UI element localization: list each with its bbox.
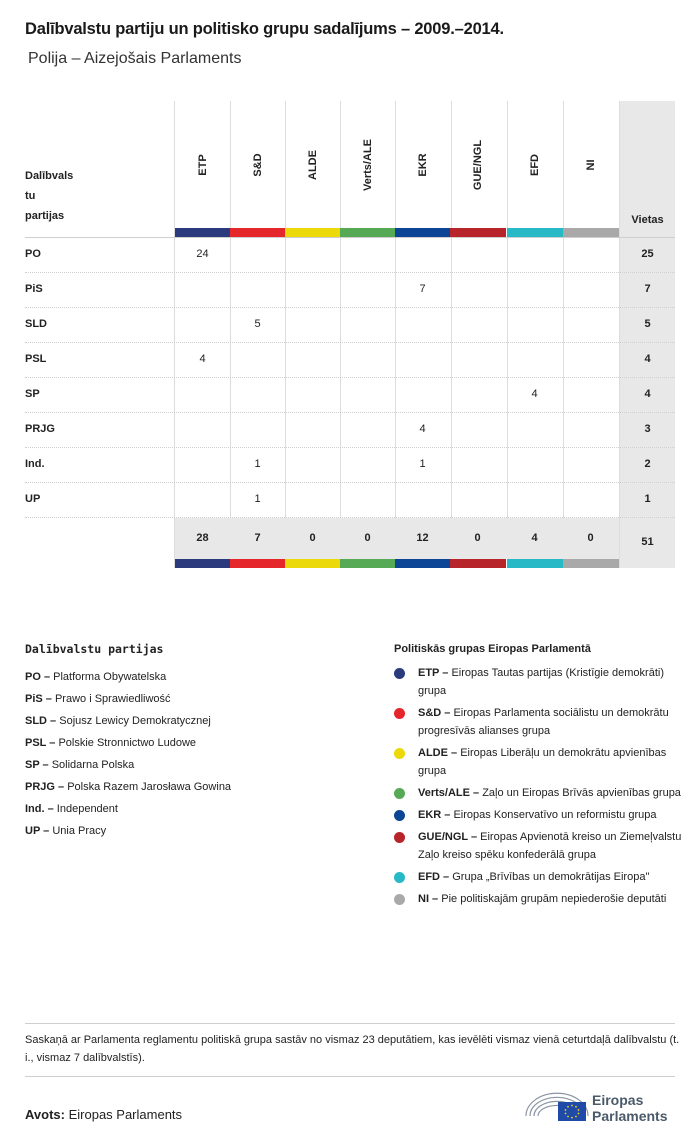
group-color-dot-icon (394, 810, 405, 821)
source-label: Avots: (25, 1107, 65, 1122)
group-legend-item: EKR – Eiropas Konservatīvo un reformistu grupa (394, 806, 684, 824)
total-cell: 0 (587, 532, 594, 544)
table-cell: 4 (531, 388, 538, 400)
party-legend-item: SLD – Sojusz Lewicy Demokratycznej (25, 715, 211, 727)
group-color-bar (450, 228, 506, 237)
group-legend-item: NI – Pie politiskajām grupām nepiederošie deputāti (394, 890, 684, 908)
footnote: Saskaņā ar Parlamenta reglamentu politiskā grupa sastāv no vismaz 23 deputātiem, kas ievēlēti vismaz vienā ceturtdaļā dalībvalstu (t. i., vismaz 7 dalībvalstīs). (25, 1034, 680, 1064)
group-column-header: NI (584, 159, 597, 171)
row-party-label: PRJG (25, 423, 55, 435)
logo-text: Eiropas Parlaments (592, 1092, 668, 1124)
table-row (0, 412, 700, 447)
row-seats: 3 (644, 423, 651, 435)
group-column-header: GUE/NGL (471, 139, 484, 191)
table-row (0, 377, 700, 412)
table-cell: 4 (199, 353, 206, 365)
group-color-bar (175, 559, 231, 568)
group-color-bar (507, 228, 563, 237)
table-row (0, 447, 700, 482)
group-column-header: EKR (416, 153, 429, 177)
group-legend-item: Verts/ALE – Zaļo un Eiropas Brīvās apvienības grupa (394, 784, 684, 802)
group-color-dot-icon (394, 788, 405, 799)
group-legend-item: S&D – Eiropas Parlamenta sociālistu un demokrātu progresīvās alianses grupa (394, 704, 684, 740)
party-legend-item: SP – Solidarna Polska (25, 759, 135, 771)
total-cell: 12 (416, 532, 429, 544)
page-subtitle: Polija – Aizejošais Parlaments (28, 50, 242, 67)
group-legend-item: GUE/NGL – Eiropas Apvienotā kreiso un Ziemeļvalstu Zaļo kreiso spēku konfederālā grupa (394, 828, 684, 864)
row-party-label: Ind. (25, 458, 45, 470)
group-color-bar (340, 559, 396, 568)
party-legend-item: PRJG – Polska Razem Jarosława Gowina (25, 781, 232, 793)
table-cell: 5 (254, 318, 261, 330)
row-seats: 5 (644, 318, 651, 330)
group-column-header: EFD (528, 154, 541, 176)
total-cell: 4 (531, 532, 538, 544)
group-color-bar (563, 228, 619, 237)
group-color-dot-icon (394, 832, 405, 843)
group-legend-item: EFD – Grupa „Brīvības un demokrātijas Eiropa" (394, 868, 684, 886)
group-color-bar (285, 228, 341, 237)
total-seats: 51 (641, 536, 654, 548)
parliament-hemicycle-icon (522, 1086, 592, 1126)
table-cell: 4 (419, 423, 426, 435)
row-seats: 25 (641, 248, 654, 260)
page-title: Dalībvalstu partiju un politisko grupu sadalījums – 2009.–2014. (25, 20, 504, 38)
row-party-label: UP (25, 493, 41, 505)
group-column-header: S&D (251, 153, 264, 177)
total-cell: 0 (364, 532, 371, 544)
group-color-bar (395, 228, 451, 237)
total-cell: 28 (196, 532, 209, 544)
group-legend-item: ETP – Eiropas Tautas partijas (Kristīgie demokrāti) grupa (394, 664, 684, 700)
table-cell: 1 (254, 493, 261, 505)
row-party-label: SP (25, 388, 40, 400)
source-value: Eiropas Parlaments (68, 1107, 183, 1122)
group-color-dot-icon (394, 894, 405, 905)
row-party-label: PO (25, 248, 41, 260)
divider (25, 1023, 675, 1024)
table-cell: 1 (419, 458, 426, 470)
total-cell: 0 (309, 532, 316, 544)
total-cell: 0 (474, 532, 481, 544)
party-legend-item: PO – Platforma Obywatelska (25, 671, 167, 683)
party-legend-item: UP – Unia Pracy (25, 825, 107, 837)
group-legend-item: ALDE – Eiropas Liberāļu un demokrātu apvienības grupa (394, 744, 684, 780)
row-seats: 7 (644, 283, 651, 295)
table-row (0, 482, 700, 517)
group-legend-title: Politiskās grupas Eiropas Parlamentā (394, 643, 591, 655)
row-party-label: PiS (25, 283, 43, 295)
divider (25, 1076, 675, 1077)
table-cell: 1 (254, 458, 261, 470)
party-legend-item: Ind. – Independent (25, 803, 118, 815)
party-legend (25, 666, 231, 842)
table-row (0, 307, 700, 342)
group-color-bar (507, 559, 563, 568)
group-color-dot-icon (394, 748, 405, 759)
total-cell: 7 (254, 532, 261, 544)
party-legend-item: PSL – Polskie Stronnictwo Ludowe (25, 737, 197, 749)
group-color-bar (450, 559, 506, 568)
seats-column-header: Vietas (631, 214, 664, 226)
row-seats: 4 (644, 353, 651, 365)
european-parliament-logo (522, 1086, 682, 1126)
row-party-label: PSL (25, 353, 47, 365)
row-seats: 4 (644, 388, 651, 400)
group-color-dot-icon (394, 668, 405, 679)
party-column-header: Dalībvals tu partijas (25, 170, 74, 222)
group-column-header: Verts/ALE (361, 139, 374, 191)
group-color-bar (230, 228, 286, 237)
group-column-header: ETP (196, 154, 209, 176)
table-cell: 24 (196, 248, 209, 260)
totals-row (0, 518, 700, 559)
group-color-bar (285, 559, 341, 568)
group-color-dot-icon (394, 872, 405, 883)
table-cell: 7 (419, 283, 426, 295)
source-line (25, 1107, 182, 1122)
row-seats: 1 (644, 493, 651, 505)
group-legend (394, 664, 684, 912)
party-legend-title: Dalībvalstu partijas (25, 642, 164, 656)
group-color-bar (230, 559, 286, 568)
table-row (0, 272, 700, 307)
table-row (0, 342, 700, 377)
row-seats: 2 (644, 458, 651, 470)
group-color-bar (395, 559, 451, 568)
group-color-bar (175, 228, 231, 237)
table-row (0, 237, 700, 272)
group-color-bar (340, 228, 396, 237)
row-party-label: SLD (25, 318, 47, 330)
party-legend-item: PiS – Prawo i Sprawiedliwość (25, 693, 171, 705)
group-color-dot-icon (394, 708, 405, 719)
group-color-bar (563, 559, 619, 568)
group-column-header: ALDE (306, 150, 319, 180)
